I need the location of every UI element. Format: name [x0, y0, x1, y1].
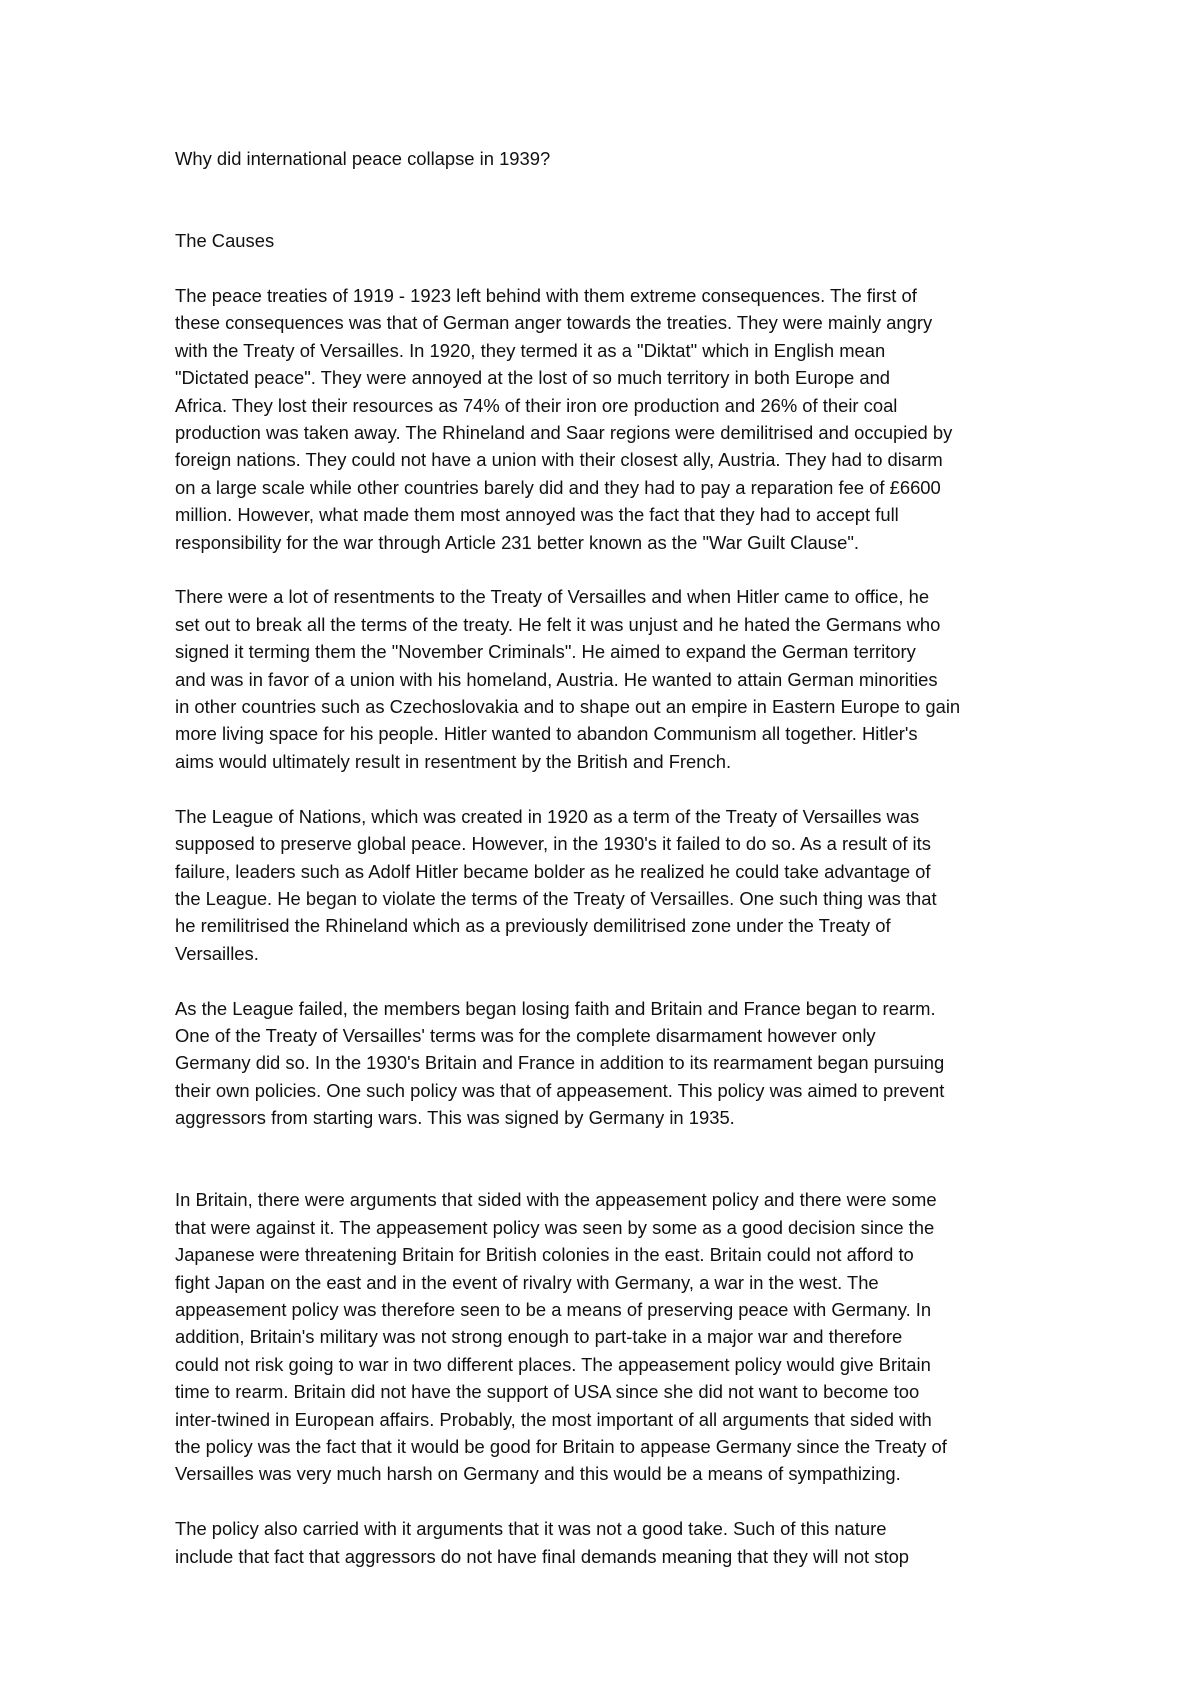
spacer — [175, 1132, 1055, 1187]
spacer — [175, 255, 1055, 282]
paragraph-treaties: The peace treaties of 1919 - 1923 left behind with them extreme consequences. The first of these consequences was that of German anger towards the treaties. They were mainly angry with the Treaty of Versailles. In 1920, they termed it as a "Diktat" which in English mean "Dictated peace". They were annoyed at the lost of so much territory in both Europe and Africa. They lost their resources as 74% of their iron ore production and 26% of their coal production was taken away. The Rhineland and Saar regions were demilitrised and occupied by foreign nations. They could not have a union with their closest ally, Austria. They had to disarm on a large scale while other countries barely did and they had to pay a reparation fee of £6600 million. However, what made them most annoyed was the fact that they had to accept full responsibility for the war through Article 231 better known as the "War Guilt Clause". — [175, 285, 953, 553]
paragraph-appeasement-for: In Britain, there were arguments that sided with the appeasement policy and there were some that were against it. The appeasement policy was seen by some as a good decision since the Japanese were threatening Britain for British colonies in the east. Britain could not afford to fight Japan on the east and in the event of rivalry with Germany, a war in the west. The appeasement policy was therefore seen to be a means of preserving peace with Germany. In addition, Britain's military was not strong enough to part-take in a major war and therefore could not risk going to war in two different places. The appeasement policy would give Britain time to rearm. Britain did not have the support of USA since she did not want to become too inter-twined in European affairs. Probably, the most important of all arguments that sided with the policy was the fact that it would be good for Britain to appease Germany since the Treaty of Versailles was very much harsh on Germany and this would be a means of sympathizing. — [175, 1189, 947, 1485]
paragraph-rearmament: As the League failed, the members began losing faith and Britain and France began to rearm. One of the Treaty of Versailles' terms was for the complete disarmament however only Germany did so. In the 1930's Britain and France in addition to its rearmament began pursuing their own policies. One such policy was that of appeasement. This policy was aimed to prevent aggressors from starting wars. This was signed by Germany in 1935. — [175, 997, 945, 1129]
section-heading: The Causes — [175, 230, 275, 252]
spacer — [175, 1488, 1055, 1515]
paragraph-appeasement-against: The policy also carried with it arguments that it was not a good take. Such of this nature include that fact that aggressors do not have final demands meaning that they will not stop — [175, 1518, 910, 1567]
spacer — [175, 556, 1055, 583]
document-body — [175, 145, 1055, 1570]
paragraph-hitler-aims: There were a lot of resentments to the Treaty of Versailles and when Hitler came to office, he set out to break all the terms of the treaty. He felt it was unjust and he hated the Germans who signed it terming them the "November Criminals". He aimed to expand the German territory and was in favor of a union with his homeland, Austria. He wanted to attain German minorities in other countries such as Czechoslovakia and to shape out an empire in Eastern Europe to gain more living space for his people. Hitler wanted to abandon Communism all together. Hitler's aims would ultimately result in resentment by the British and French. — [175, 586, 961, 772]
spacer — [175, 775, 1055, 802]
paragraph-league-of-nations: The League of Nations, which was created in 1920 as a term of the Treaty of Versailles was supposed to preserve global peace. However, in the 1930's it failed to do so. As a result of its failure, leaders such as Adolf Hitler became bolder as he realized he could take advantage of the League. He began to violate the terms of the Treaty of Versailles. One such thing was that he remilitrised the Rhineland which as a previously demilitrised zone under the Treaty of Versailles. — [175, 805, 937, 964]
spacer — [175, 172, 1055, 227]
document-title: Why did international peace collapse in 1939? — [175, 148, 551, 169]
spacer — [175, 967, 1055, 994]
